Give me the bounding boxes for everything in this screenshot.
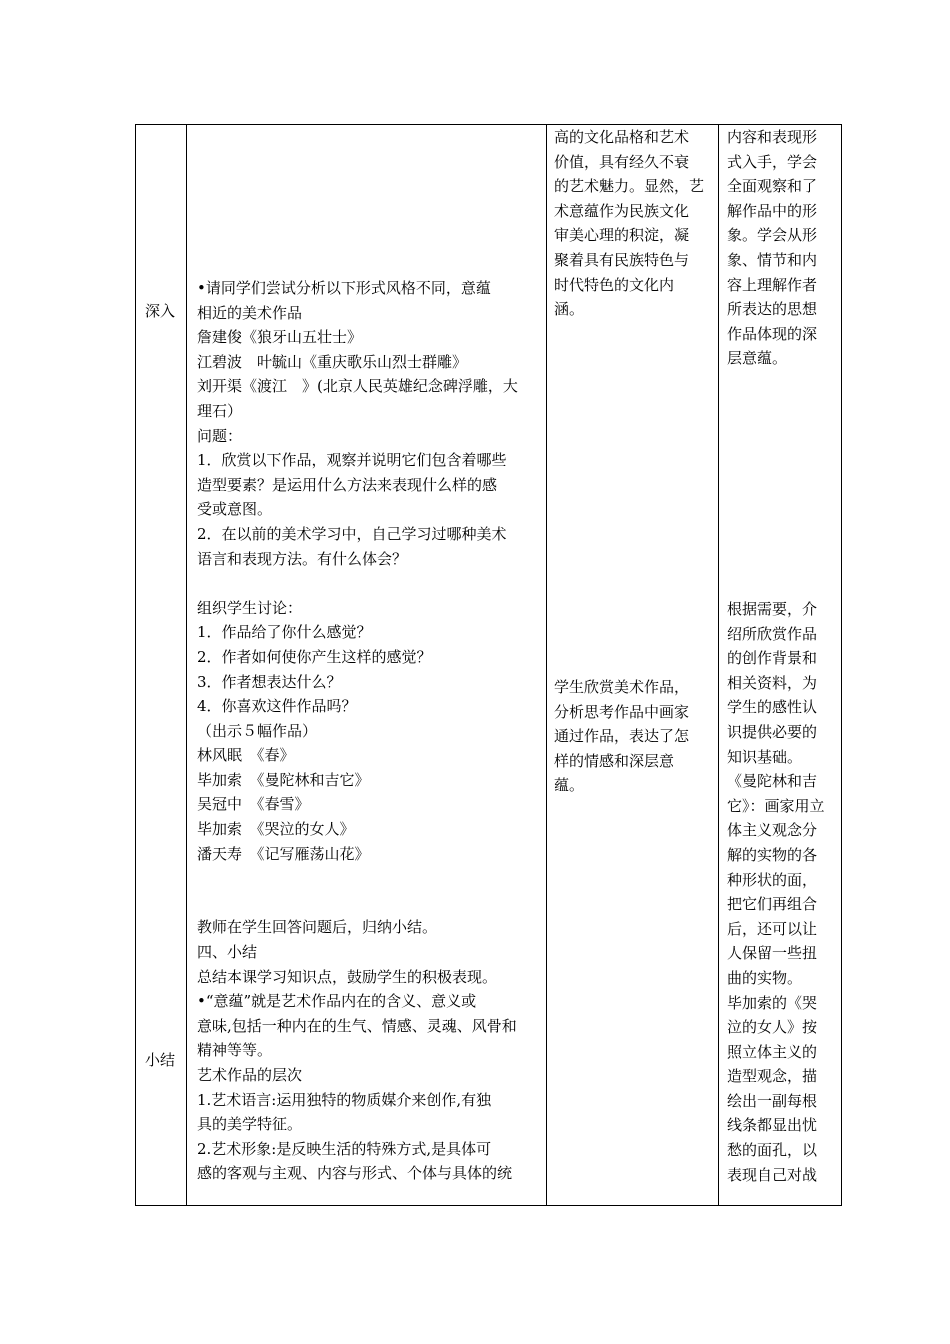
text-line: 泣的女人》按 [727,1018,818,1037]
text-line: 容上理解作者 [727,275,818,294]
text-line: 詹建俊《狼牙山五壮士》 [197,328,363,347]
text-line: 毕加索的《哭 [727,993,818,1012]
text-line: 具的美学特征。 [197,1115,303,1134]
teacher-activity-text [197,276,547,1186]
text-line: 表现自己对战 [727,1165,818,1184]
column-divider [186,125,187,1205]
stage-label-shenru: 深入 [145,302,176,320]
student-activity-text-top [554,125,720,322]
text-line: 价值，具有经久不衰 [554,152,690,171]
text-line: 1.艺术语言:运用独特的物质媒介来创作,有独 [197,1090,492,1109]
text-line: 术意蕴作为民族文化 [554,201,690,220]
student-activity-text-middle [554,675,720,798]
text-line: 高的文化品格和艺术 [554,128,690,146]
text-line: 江碧波 叶毓山《重庆歌乐山烈士群雕》 [197,352,468,371]
text-line: 所表达的思想 [727,300,818,319]
text-line: 相关资料，为 [727,673,818,692]
text-line: 愁的面孔，以 [727,1141,818,1160]
text-line: 式入手，学会 [727,152,818,171]
text-line: 毕加索 《曼陀林和吉它》 [197,770,370,789]
text-line: 问题： [197,426,243,445]
text-line: 2．作者如何使你产生这样的感觉？ [197,647,432,666]
text-line: 学生的感性认 [727,698,818,717]
text-line: 1．欣赏以下作品，观察并说明它们包含着哪些 [197,451,507,470]
text-line: 《曼陀林和吉 [727,772,818,791]
text-line: 毕加索 《哭泣的女人》 [197,820,355,839]
text-line: 解的实物的各 [727,845,818,864]
text-line: 象、情节和内 [727,250,818,269]
text-line: 总结本课学习知识点，鼓励学生的积极表现。 [197,967,498,986]
design-intent-text-bottom [727,597,840,1187]
text-line: 2．在以前的美术学习中，自己学习过哪种美术 [197,524,507,543]
text-line: 种形状的面， [727,870,818,889]
text-line: 潘天寿 《记写雁荡山花》 [197,844,370,863]
text-line: 涵。 [554,300,585,319]
text-line: 聚着具有民族特色与 [554,250,690,269]
text-line: 识提供必要的 [727,722,818,741]
text-line: 学生欣赏美术作品， [554,678,690,696]
text-line: 理石） [197,401,243,420]
text-line: 分析思考作品中画家 [554,702,690,721]
text-line: 的艺术魅力。显然，艺 [554,177,705,196]
text-line: 语言和表现方法。有什么体会？ [197,549,408,568]
text-line: 造型要素？是运用什么方法来表现什么样的感 [197,475,498,494]
text-line: 它》：画家用立 [727,796,825,815]
text-line: 后，还可以让 [727,919,818,938]
text-line [197,891,547,916]
text-line: 组织学生讨论： [197,598,303,617]
text-line: 绘出一副每根 [727,1091,818,1110]
text-line: （出示５幅作品） [197,721,318,740]
text-line: 层意蕴。 [727,349,788,368]
design-intent-text-top [727,125,840,371]
text-line: 林风眠 《春》 [197,746,295,765]
text-line: 时代特色的文化内 [554,275,675,294]
text-line: 全面观察和了 [727,177,818,196]
lesson-table [135,124,842,1206]
text-line: 艺术作品的层次 [197,1066,303,1084]
text-line: 教师在学生回答问题后，归纳小结。 [197,918,438,937]
text-line: 1．作品给了你什么感觉？ [197,623,372,642]
text-line: 象。学会从形 [727,226,818,245]
text-line: 知识基础。 [727,747,803,766]
text-line: 内容和表现形 [727,128,818,146]
text-line: 造型观念，描 [727,1067,818,1086]
text-line: 样的情感和深层意 [554,751,675,770]
text-line: 通过作品，表达了怎 [554,727,690,746]
text-line: 相近的美术作品 [197,303,303,322]
text-line: 3．作者想表达什么？ [197,672,342,691]
text-line: 的创作背景和 [727,649,818,668]
text-line: 审美心理的积淀，凝 [554,226,690,245]
text-line: 人保留一些扭 [727,944,818,963]
text-line: 把它们再组合 [727,895,818,914]
stage-label-xiaojie: 小结 [145,1051,176,1069]
text-line: 根据需要，介 [727,600,818,618]
text-line: 解作品中的形 [727,201,818,220]
text-line: 精神等等。 [197,1041,273,1060]
text-line: 4．你喜欢这件作品吗？ [197,697,357,716]
text-line: 刘开渠《渡江 》(北京人民英雄纪念碑浮雕，大 [197,377,518,396]
text-line: 意味,包括一种内在的生气、情感、灵魂、风骨和 [197,1016,517,1035]
text-line: 照立体主义的 [727,1042,818,1061]
text-line: 体主义观念分 [727,821,818,840]
text-line: 曲的实物。 [727,968,803,987]
text-line: 感的客观与主观、内容与形式、个体与具体的统 [197,1164,513,1183]
text-line: 四、小结 [197,943,258,962]
text-line: 绍所欣赏作品 [727,624,818,643]
text-line [197,866,547,891]
text-line: 受或意图。 [197,500,273,519]
text-line: 蕴。 [554,776,585,795]
text-line: •请同学们尝试分析以下形式风格不同，意蕴 [197,279,491,297]
text-line [197,571,547,596]
text-line: 吴冠中 《春雪》 [197,795,310,814]
text-line: 2.艺术形象:是反映生活的特殊方式,是具体可 [197,1139,492,1158]
text-line: 线条都显出忧 [727,1116,818,1135]
text-line: 作品体现的深 [727,324,818,343]
text-line: •“意蕴”就是艺术作品内在的含义、意义或 [197,992,477,1011]
